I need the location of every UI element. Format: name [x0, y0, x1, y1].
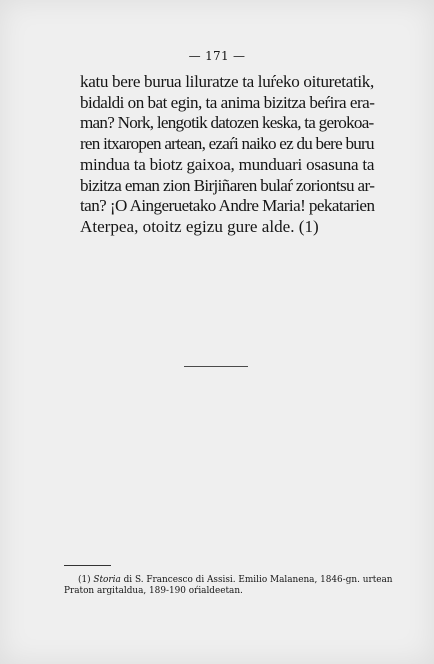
text-line: tan? ¡O Aingeruetako Andre Maria! pekatarien [80, 196, 375, 216]
text-line: mindua ta biotz gaixoa, munduari osasuna ta [80, 154, 375, 174]
footnote [64, 575, 393, 597]
footnote-line: Praton argitaldua, 189-190 oŕialdeetan. [64, 586, 243, 596]
text-line: bizitza eman zion Birjiñaren bulaŕ zoriontsu ar- [80, 175, 375, 195]
footnote-citation: di S. Francesco di Assisi. Emilio Malanena, 1846-gn. urtean [123, 575, 393, 585]
text-line: ren itxaropen artean, ezaŕi naiko ez du bere buru [80, 134, 374, 154]
text-line: man? Nork, lengotik datozen keska, ta gerokoa- [80, 113, 374, 133]
page-number: — 171 — [188, 49, 246, 63]
text-line: katu bere burua liluratze ta luŕeko oituretatik, [80, 72, 374, 91]
text-line: bidaldi on bat egin, ta anima bizitza beŕira era- [80, 92, 375, 112]
footnote-separator [64, 565, 111, 566]
footnote-line [64, 575, 393, 586]
section-divider [184, 366, 248, 367]
text-line: Aterpea, otoitz egizu gure alde. (1) [80, 216, 319, 236]
footnote-marker: (1) [78, 575, 91, 585]
body-text [80, 72, 374, 238]
footnote-title: Storia [93, 575, 121, 585]
